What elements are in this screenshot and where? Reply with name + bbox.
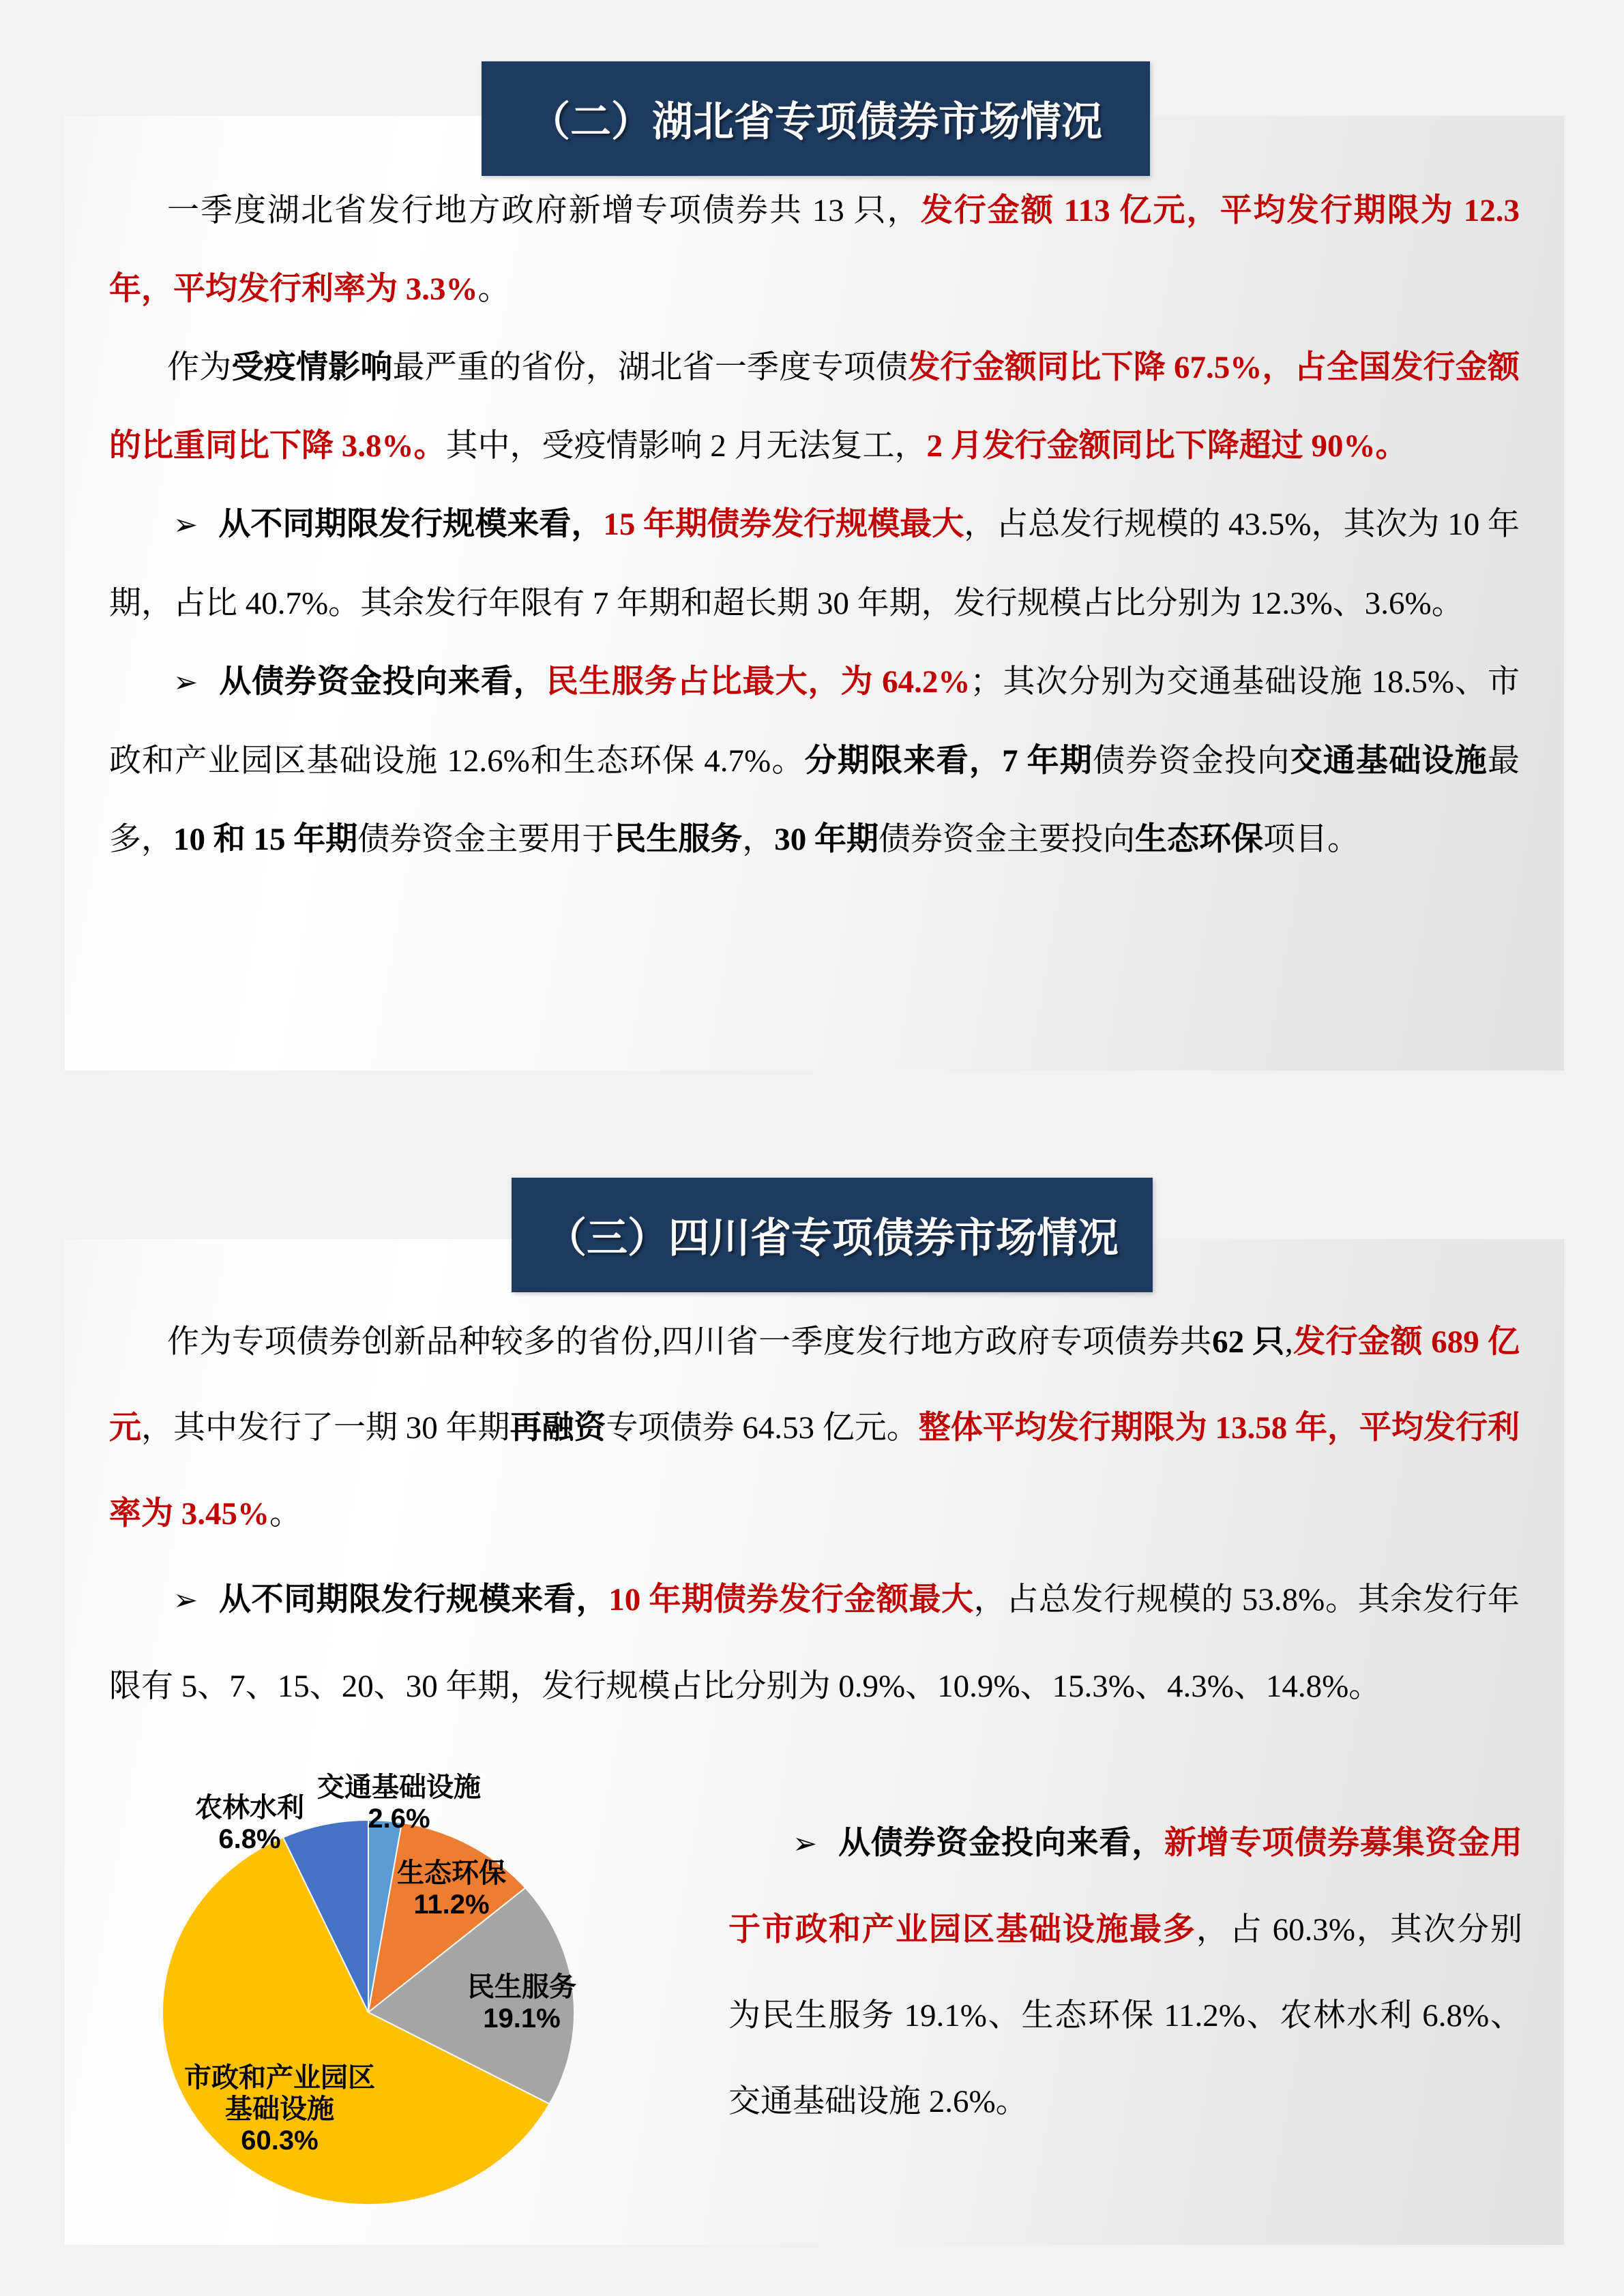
- pie-label-agriculture-forestry-water: 农林水利 6.8%: [195, 1793, 304, 1854]
- text-segment: 新增专项债券募集资金用于市政和产业园区基础设施最多: [728, 1825, 1523, 1948]
- text-segment: 发行金额 689 亿元: [109, 1324, 1520, 1446]
- pie-label-public-livelihood: 民生服务 19.1%: [467, 1972, 576, 2033]
- text-segment: 债券资金主要用于: [357, 822, 615, 857]
- text-segment: ,: [1284, 1324, 1293, 1360]
- text-segment: ，占总发行规模的 43.5%，其次为 10 年期，占比 40.7%。其余发行年限有 7 年期和超长期 30 年期，发行规模占比分别为 12.3%、3.6%。: [109, 507, 1520, 621]
- text-segment: 。: [477, 271, 510, 307]
- text-segment: 民生服务: [614, 822, 743, 857]
- text-segment: ，其中发行了一期 30 年期: [141, 1410, 510, 1446]
- text-segment: 62 只: [1212, 1324, 1285, 1360]
- text-segment: 2 月发行金额同比下降超过 90%。: [926, 428, 1408, 464]
- text-segment: 从债券资金投向来看，: [218, 664, 546, 700]
- text-segment: 从不同期限发行规模来看，: [218, 507, 604, 542]
- text-segment: ，: [742, 822, 775, 857]
- text-segment: 从债券资金投向来看，: [838, 1825, 1165, 1861]
- text-segment: ；其次分别为交通基础设施 18.5%、市政和产业园区基础设施 12.6%和生态环保 4.7%。: [109, 664, 1520, 779]
- text-segment: 债券资金投向: [1093, 743, 1290, 779]
- text-segment: ，占总发行规模的 53.8%。其余发行年限有 5、7、15、20、30 年期，发行规模占比分别为 0.9%、10.9%、15.3%、4.3%、14.8%。: [109, 1582, 1520, 1704]
- text-segment: 项目。: [1263, 822, 1359, 857]
- text-segment: ，占 60.3%，其次分别为民生服务 19.1%、生态环保 11.2%、农林水利 6.8%、交通基础设施 2.6%。: [728, 1912, 1523, 2119]
- bullet-arrow-icon: ➢: [173, 1583, 198, 1617]
- bullet-arrow-icon: ➢: [173, 666, 198, 700]
- bullet-arrow-icon: ➢: [173, 508, 198, 542]
- text-segment: 最严重的省份，湖北省一季度专项债: [392, 350, 909, 385]
- text-segment: 从不同期限发行规模来看，: [218, 1582, 609, 1617]
- text-segment: 10 和 15 年期: [173, 822, 358, 857]
- text-segment: 10 年期债券发行金额最大: [608, 1582, 974, 1617]
- text-segment: 交通基础设施: [1290, 743, 1488, 779]
- text-segment: 整体平均发行期限为 13.58 年，平均发行利率为 3.45%: [109, 1410, 1520, 1532]
- pie-label-eco-environment: 生态环保 11.2%: [397, 1858, 506, 1920]
- text-segment: 债券资金主要投向: [879, 822, 1135, 857]
- section-header-sichuan-title: （三）四川省专项债券市场情况: [546, 1215, 1119, 1261]
- text-segment: 15 年期债券发行规模最大: [603, 507, 964, 542]
- text-segment: 30 年期: [774, 822, 879, 857]
- text-segment: 最多，: [109, 743, 1520, 857]
- text-segment: 一季度湖北省发行地方政府新增专项债券共 13 只，: [167, 193, 921, 228]
- pie-label-municipal-industrial-park: 市政和产业园区 基础设施 60.3%: [184, 2063, 375, 2156]
- text-segment: 生态环保: [1135, 822, 1263, 857]
- section-header-hubei-title: （二）湖北省专项债券市场情况: [529, 99, 1102, 145]
- text-segment: 分期限来看，7 年期: [804, 743, 1093, 779]
- text-segment: 。: [269, 1496, 301, 1532]
- pie-label-transport-infrastructure: 交通基础设施 2.6%: [317, 1772, 481, 1834]
- text-segment: 专项债券 64.53 亿元。: [606, 1410, 919, 1446]
- bullet-arrow-icon: ➢: [793, 1827, 818, 1861]
- text-segment: 其中，受疫情影响 2 月无法复工，: [445, 428, 927, 464]
- text-segment: 受疫情影响: [231, 350, 393, 385]
- text-segment: 发行金额同比下降 67.5%，占全国发行金额的比重同比下降 3.8%。: [109, 350, 1520, 464]
- text-segment: 发行金额 113 亿元，平均发行期限为 12.3 年，平均发行利率为 3.3%: [109, 193, 1520, 307]
- text-segment: 民生服务占比最大，为 64.2%: [546, 664, 971, 700]
- text-segment: 作为专项债券创新品种较多的省份,四川省一季度发行地方政府专项债券共: [167, 1324, 1213, 1360]
- text-segment: 再融资: [510, 1410, 606, 1446]
- text-segment: 作为: [167, 350, 232, 385]
